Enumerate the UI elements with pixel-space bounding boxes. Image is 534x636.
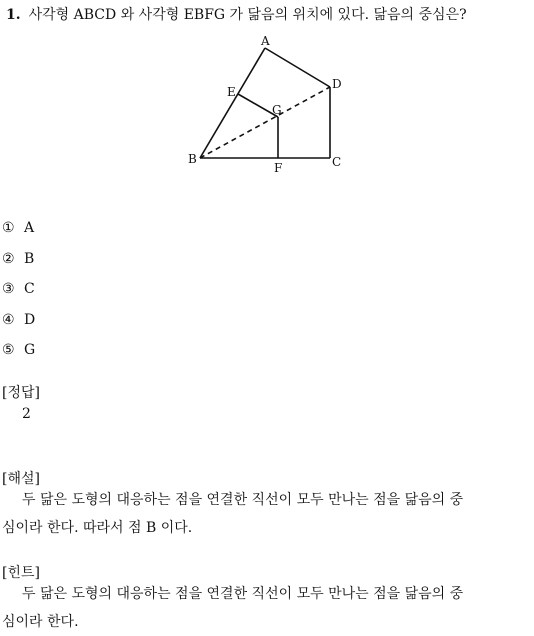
segment-ad bbox=[265, 48, 330, 87]
label-e: E bbox=[227, 85, 236, 99]
choice-label: C bbox=[24, 281, 35, 297]
choice-label: B bbox=[24, 250, 35, 267]
hint-line-2: 심이라 한다. bbox=[2, 614, 79, 630]
choice-item[interactable] bbox=[2, 308, 35, 339]
label-f: F bbox=[274, 161, 283, 175]
geometry-figure bbox=[188, 30, 348, 180]
label-g: G bbox=[272, 103, 282, 117]
answer-value: 2 bbox=[22, 406, 31, 422]
choice-label: D bbox=[24, 311, 36, 328]
choice-label: A bbox=[24, 220, 35, 236]
explanation-line-2: 심이라 한다. 따라서 점 B 이다. bbox=[2, 520, 193, 536]
choice-marker: ④ bbox=[2, 311, 15, 328]
label-a: A bbox=[261, 34, 270, 48]
choice-item[interactable] bbox=[2, 277, 35, 308]
choice-item[interactable] bbox=[2, 216, 35, 247]
question-text-row bbox=[6, 4, 467, 24]
explanation-body bbox=[2, 486, 532, 542]
choice-marker: ① bbox=[2, 220, 15, 236]
dashed-segment-bd bbox=[200, 87, 330, 158]
question-number: 1. bbox=[6, 7, 21, 23]
choice-item[interactable] bbox=[2, 338, 35, 369]
choice-marker: ⑤ bbox=[2, 342, 15, 358]
choice-list bbox=[2, 216, 35, 369]
hint-heading: [힌트] bbox=[2, 565, 40, 581]
explanation-heading: [해설] bbox=[2, 471, 40, 487]
choice-marker: ③ bbox=[2, 281, 15, 297]
hint-body bbox=[2, 580, 532, 636]
label-b: B bbox=[188, 152, 197, 166]
label-c: C bbox=[332, 155, 342, 169]
question-text: 사각형 ABCD 와 사각형 EBFG 가 닮음의 위치에 있다. 닮음의 중심은? bbox=[28, 7, 467, 23]
label-d: D bbox=[332, 77, 342, 91]
choice-marker: ② bbox=[2, 250, 15, 267]
choice-label: G bbox=[24, 342, 36, 358]
hint-line-1: 두 닮은 도형의 대응하는 점을 연결한 직선이 모두 만나는 점을 닮음의 중 bbox=[22, 586, 464, 602]
answer-heading: [정답] bbox=[2, 385, 40, 401]
explanation-line-1: 두 닮은 도형의 대응하는 점을 연결한 직선이 모두 만나는 점을 닮음의 중 bbox=[22, 492, 464, 508]
choice-item[interactable] bbox=[2, 247, 35, 278]
